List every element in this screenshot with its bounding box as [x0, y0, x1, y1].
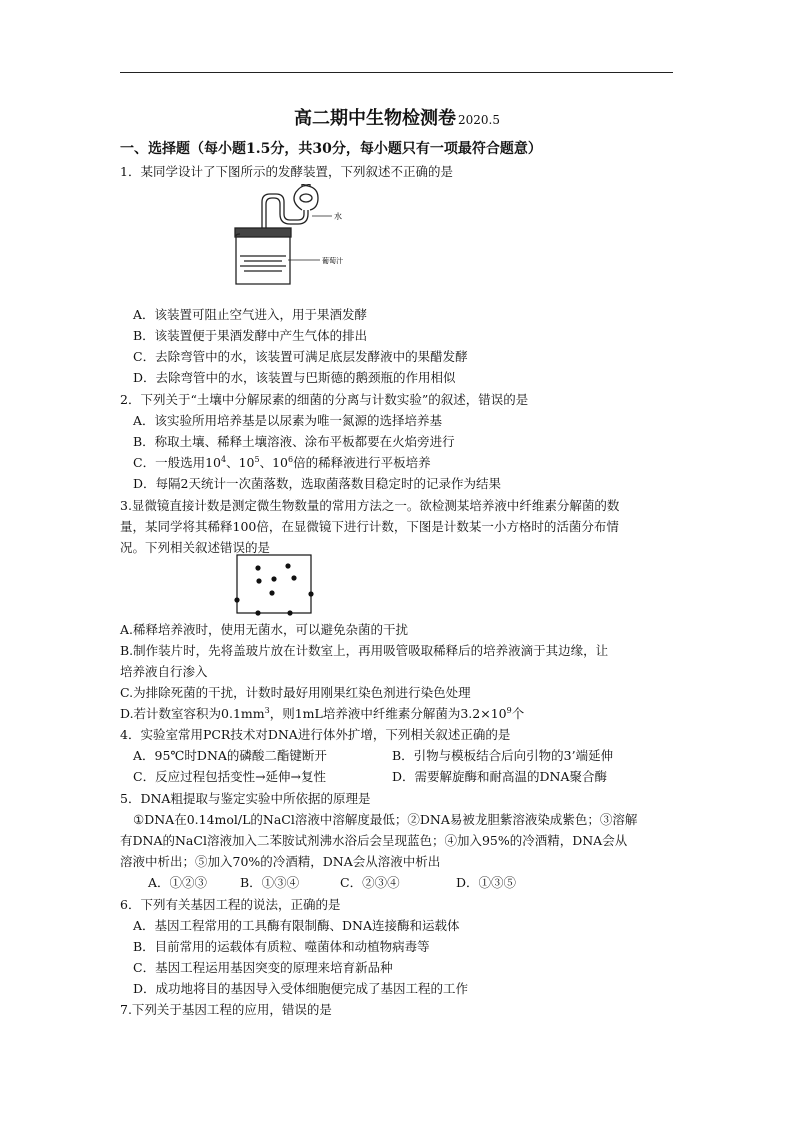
section-heading: 一、选择题（每小题1.5分，共30分，每小题只有一项最符合题意）: [120, 141, 542, 157]
cell-dot: [256, 578, 261, 583]
header-rule: [120, 72, 673, 73]
exam-date: 2020.5: [458, 113, 500, 127]
label-grape-juice: 葡萄汁: [322, 257, 343, 265]
label-water: 水: [334, 212, 342, 221]
q6-option-b: B．目前常用的运载体有质粒、噬菌体和动植物病毒等: [133, 939, 430, 954]
q1-option-d: D．去除弯管中的水，该装置与巴斯德的鹅颈瓶的作用相似: [133, 370, 456, 385]
q5-statement-line2: 有DNA的NaCl溶液加入二苯胺试剂沸水浴后会呈现蓝色；④加入95%的冷酒精，DNA会从: [120, 833, 628, 848]
counting-square-diagram: [232, 553, 314, 617]
q2-option-d: D．每隔2天统计一次菌落数，选取菌落数目稳定时的记录作为结果: [133, 476, 501, 491]
q3-d-part: ，则1mL培养液中纤维素分解菌为3.2×10: [269, 706, 507, 721]
cell-dot: [269, 590, 274, 595]
q5-option-d: D．①③⑤: [456, 875, 517, 890]
q5-stem: 5．DNA粗提取与鉴定实验中所依据的原理是: [120, 791, 371, 806]
q2-c-part: 倍的稀释液进行平板培养: [293, 455, 431, 470]
q1-stem: 1．某同学设计了下图所示的发酵装置，下列叙述不正确的是: [120, 164, 453, 179]
q2-c-part: 、10: [259, 455, 288, 470]
cell-dot: [291, 575, 296, 580]
q4-option-b: B．引物与模板结合后向引物的3’端延伸: [392, 748, 614, 763]
cell-dot: [255, 565, 260, 570]
cell-dot: [234, 597, 239, 602]
q4-option-a: A．95℃时DNA的磷酸二酯键断开: [133, 748, 327, 763]
q2-c-exp: 4: [220, 455, 227, 464]
cell-dot: [255, 610, 260, 615]
cell-dot: [308, 591, 313, 596]
cell-dot: [287, 610, 292, 615]
q2-c-part: 、10: [226, 455, 255, 470]
q3-d-part: 个: [511, 706, 525, 721]
q3-option-b-line2: 培养液自行渗入: [120, 664, 208, 679]
cell-dot: [271, 576, 276, 581]
q2-c-exp: 5: [254, 455, 260, 464]
q3-option-b-line1: B.制作装片时，先将盖玻片放在计数室上，再用吸管吸取稀释后的培养液滴于其边缘，让: [120, 643, 609, 658]
q6-option-d: D．成功地将目的基因导入受体细胞便完成了基因工程的工作: [133, 981, 469, 996]
q5-statement-line1: ①DNA在0.14mol/L的NaCl溶液中溶解度最低；②DNA易被龙胆紫溶液染成紫色；③溶解: [133, 812, 638, 827]
jar-lid: [235, 228, 291, 237]
q1-option-c: C．去除弯管中的水，该装置可满足底层发酵液中的果醋发酵: [133, 349, 468, 364]
q6-option-c: C．基因工程运用基因突变的原理来培育新品种: [133, 960, 393, 975]
q6-stem: 6．下列有关基因工程的说法，正确的是: [120, 897, 341, 912]
q2-c-exp: 6: [287, 455, 294, 464]
q3-stem-line2: 量，某同学将其稀释100倍，在显微镜下进行计数，下图是计数某一小方格时的活菌分布情: [120, 519, 619, 534]
q3-d-part: D.若计数室容积为0.1mm: [120, 706, 265, 721]
q3-option-a: A.稀释培养液时，使用无菌水，可以避免杂菌的干扰: [120, 622, 409, 637]
q3-option-c: C.为排除死菌的干扰，计数时最好用刚果红染色剂进行染色处理: [120, 685, 471, 700]
q1-option-a: A．该装置可阻止空气进入，用于果酒发酵: [133, 307, 368, 322]
q2-c-part: C．一般选用10: [133, 455, 221, 470]
q2-option-a: A．该实验所用培养基是以尿素为唯一氮源的选择培养基: [133, 413, 443, 428]
q5-statement-line3: 溶液中析出；⑤加入70%的冷酒精，DNA会从溶液中析出: [120, 854, 441, 869]
q2-stem: 2．下列关于“土壤中分解尿素的细菌的分离与计数实验”的叙述，错误的是: [120, 392, 529, 407]
q5-option-a: A．①②③: [148, 875, 208, 890]
q3-stem-line1: 3.显微镜直接计数是测定微生物数量的常用方法之一。欲检测某培养液中纤维素分解菌的数: [120, 498, 620, 513]
title-text: 高二期中生物检测卷: [294, 108, 456, 129]
fermentation-apparatus-diagram: [232, 184, 352, 288]
q3-d-exp: 3: [264, 706, 270, 715]
q1-option-b: B．该装置便于果酒发酵中产生气体的排出: [133, 328, 368, 343]
q6-option-a: A．基因工程常用的工具酶有限制酶、DNA连接酶和运载体: [133, 918, 460, 933]
q5-option-c: C．②③④: [340, 875, 400, 890]
q4-option-d: D．需要解旋酶和耐高温的DNA聚合酶: [392, 769, 608, 784]
q2-option-b: B．称取土壤、稀释土壤溶液、涂布平板都要在火焰旁进行: [133, 434, 455, 449]
q3-option-d: [120, 704, 524, 722]
q7-stem: 7.下列关于基因工程的应用，错误的是: [120, 1002, 332, 1017]
q4-stem: 4．实验室常用PCR技术对DNA进行体外扩增，下列相关叙述正确的是: [120, 727, 511, 742]
q2-option-c: [133, 453, 431, 471]
cell-dot: [285, 563, 290, 568]
page-title: [0, 104, 794, 130]
q3-d-exp: 9: [506, 706, 512, 715]
q5-option-b: B．①③④: [240, 875, 300, 890]
q4-option-c: C．反应过程包括变性→延伸→复性: [133, 769, 327, 784]
counting-square: [237, 555, 311, 613]
q3-stem-line3: 况。下列相关叙述错误的是: [120, 540, 271, 555]
bulb: [294, 186, 318, 210]
jar-body: [236, 236, 290, 284]
